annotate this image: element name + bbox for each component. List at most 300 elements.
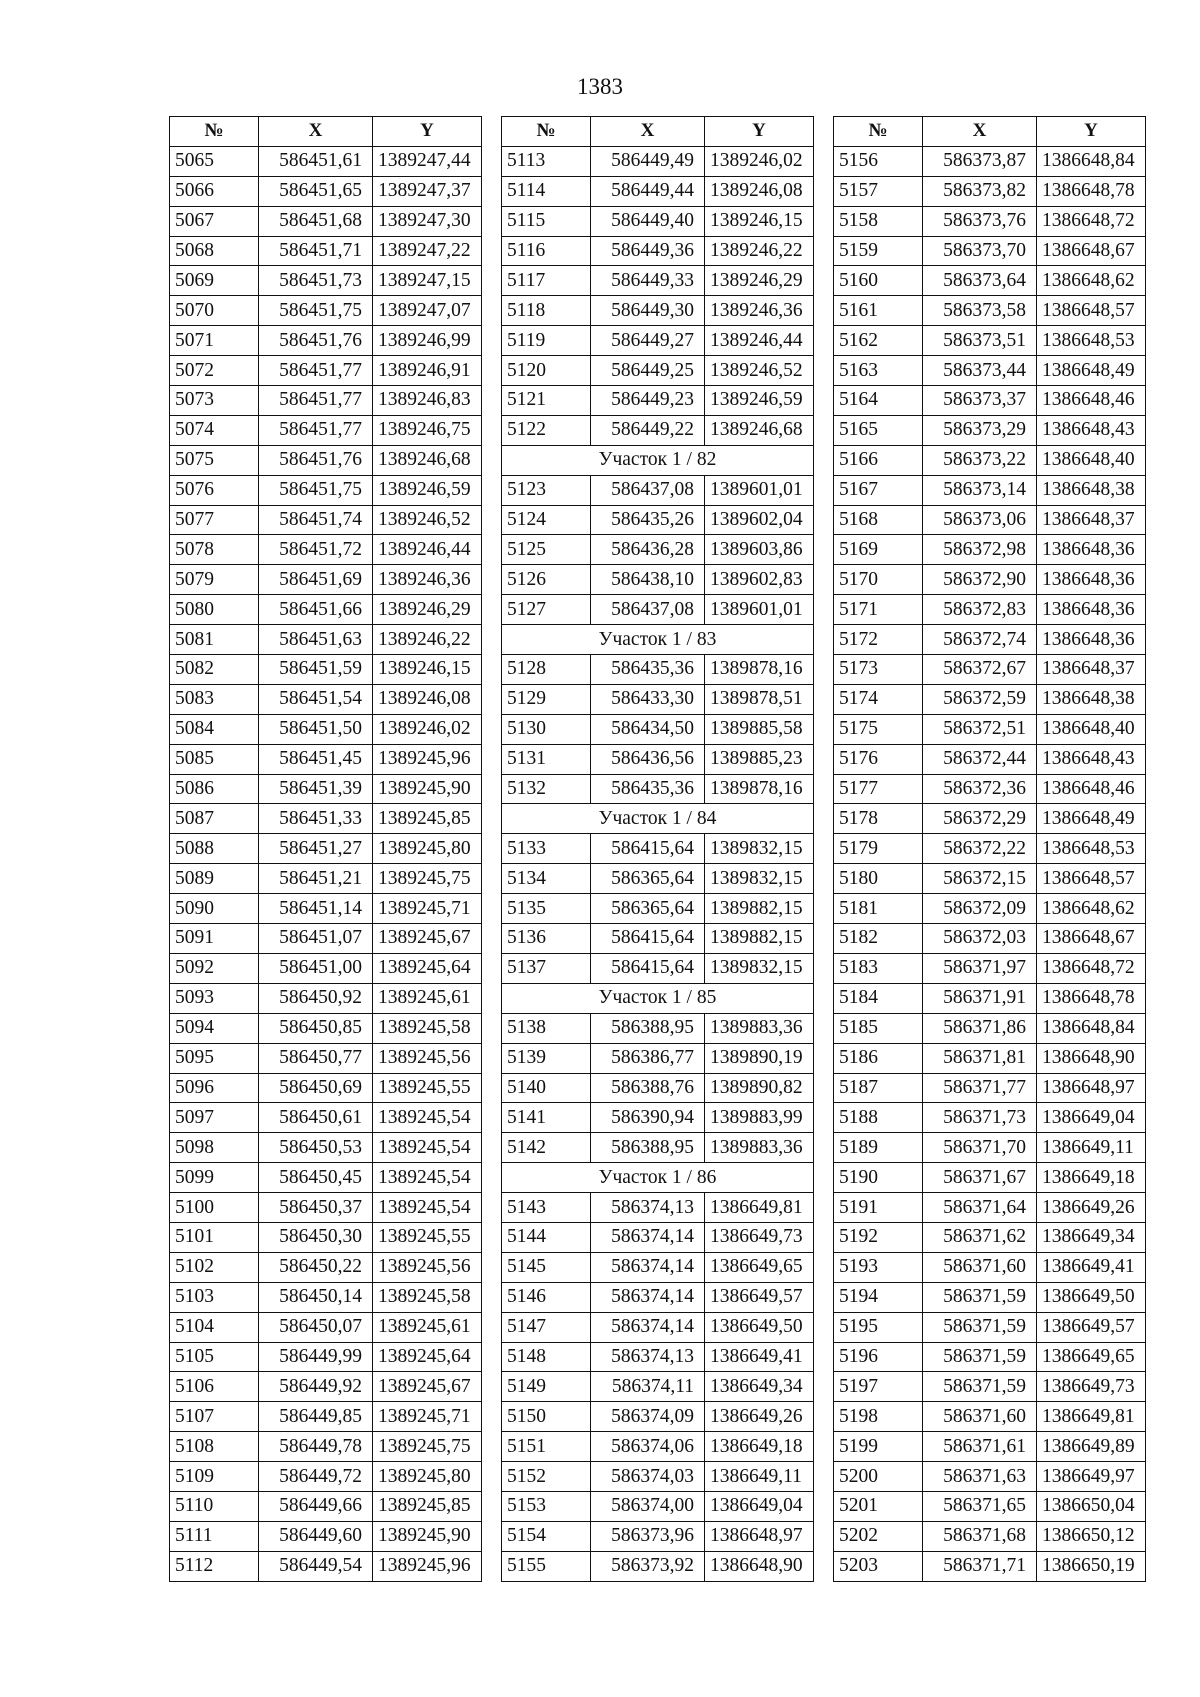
x-coordinate-cell: 586371,59 — [923, 1372, 1037, 1402]
point-number-cell: 5192 — [834, 1222, 923, 1252]
x-coordinate-cell: 586450,45 — [259, 1163, 373, 1193]
point-number-cell: 5198 — [834, 1402, 923, 1432]
x-coordinate-cell: 586390,94 — [591, 1103, 705, 1133]
point-number-cell: 5127 — [502, 595, 591, 625]
x-coordinate-cell: 586451,73 — [259, 266, 373, 296]
point-number-cell: 5144 — [502, 1222, 591, 1252]
header-y: Y — [1037, 117, 1146, 147]
y-coordinate-cell: 1386649,34 — [1037, 1222, 1146, 1252]
point-number-cell: 5065 — [170, 146, 259, 176]
x-coordinate-cell: 586372,90 — [923, 565, 1037, 595]
table-row — [834, 744, 1146, 774]
table-row — [834, 356, 1146, 386]
table-row — [502, 1133, 814, 1163]
x-coordinate-cell: 586374,03 — [591, 1462, 705, 1492]
y-coordinate-cell: 1389245,90 — [373, 774, 482, 804]
point-number-cell: 5114 — [502, 176, 591, 206]
point-number-cell: 5117 — [502, 266, 591, 296]
table-row — [502, 953, 814, 983]
table-row — [502, 206, 814, 236]
y-coordinate-cell: 1386648,97 — [705, 1521, 814, 1551]
y-coordinate-cell: 1386648,78 — [1037, 983, 1146, 1013]
point-number-cell: 5081 — [170, 625, 259, 655]
x-coordinate-cell: 586374,14 — [591, 1222, 705, 1252]
point-number-cell: 5202 — [834, 1521, 923, 1551]
point-number-cell: 5105 — [170, 1342, 259, 1372]
point-number-cell: 5108 — [170, 1432, 259, 1462]
table-row — [834, 864, 1146, 894]
y-coordinate-cell: 1386649,65 — [1037, 1342, 1146, 1372]
point-number-cell: 5134 — [502, 864, 591, 894]
section-row — [502, 804, 814, 834]
y-coordinate-cell: 1389885,23 — [705, 744, 814, 774]
x-coordinate-cell: 586372,22 — [923, 834, 1037, 864]
table-row — [170, 415, 482, 445]
y-coordinate-cell: 1389246,91 — [373, 356, 482, 386]
point-number-cell: 5095 — [170, 1043, 259, 1073]
point-number-cell: 5094 — [170, 1013, 259, 1043]
point-number-cell: 5099 — [170, 1163, 259, 1193]
table-row — [834, 415, 1146, 445]
table-row — [834, 1103, 1146, 1133]
x-coordinate-cell: 586373,82 — [923, 176, 1037, 206]
table-row — [170, 1491, 482, 1521]
x-coordinate-cell: 586449,40 — [591, 206, 705, 236]
x-coordinate-cell: 586449,66 — [259, 1491, 373, 1521]
x-coordinate-cell: 586373,70 — [923, 236, 1037, 266]
point-number-cell: 5088 — [170, 834, 259, 864]
point-number-cell: 5107 — [170, 1402, 259, 1432]
table-row — [834, 655, 1146, 685]
x-coordinate-cell: 586435,26 — [591, 505, 705, 535]
y-coordinate-cell: 1389832,15 — [705, 953, 814, 983]
x-coordinate-cell: 586451,65 — [259, 176, 373, 206]
x-coordinate-cell: 586373,51 — [923, 326, 1037, 356]
x-coordinate-cell: 586372,51 — [923, 714, 1037, 744]
y-coordinate-cell: 1389882,15 — [705, 924, 814, 954]
point-number-cell: 5188 — [834, 1103, 923, 1133]
section-title: Участок 1 / 82 — [502, 445, 814, 475]
table-row — [502, 1073, 814, 1103]
table-row — [834, 1222, 1146, 1252]
y-coordinate-cell: 1389245,58 — [373, 1282, 482, 1312]
x-coordinate-cell: 586451,72 — [259, 535, 373, 565]
point-number-cell: 5149 — [502, 1372, 591, 1402]
table-row — [170, 924, 482, 954]
table-header-row — [502, 117, 814, 147]
table-row — [502, 505, 814, 535]
x-coordinate-cell: 586371,65 — [923, 1491, 1037, 1521]
point-number-cell: 5084 — [170, 714, 259, 744]
point-number-cell: 5177 — [834, 774, 923, 804]
section-row — [502, 1163, 814, 1193]
table-row — [502, 326, 814, 356]
point-number-cell: 5150 — [502, 1402, 591, 1432]
y-coordinate-cell: 1389245,54 — [373, 1103, 482, 1133]
x-coordinate-cell: 586451,45 — [259, 744, 373, 774]
x-coordinate-cell: 586450,14 — [259, 1282, 373, 1312]
y-coordinate-cell: 1389245,96 — [373, 1551, 482, 1581]
y-coordinate-cell: 1389246,29 — [705, 266, 814, 296]
y-coordinate-cell: 1386649,65 — [705, 1252, 814, 1282]
x-coordinate-cell: 586371,81 — [923, 1043, 1037, 1073]
table-row — [170, 565, 482, 595]
point-number-cell: 5137 — [502, 953, 591, 983]
y-coordinate-cell: 1389602,04 — [705, 505, 814, 535]
point-number-cell: 5098 — [170, 1133, 259, 1163]
table-row — [502, 1013, 814, 1043]
x-coordinate-cell: 586449,36 — [591, 236, 705, 266]
point-number-cell: 5120 — [502, 356, 591, 386]
x-coordinate-cell: 586451,75 — [259, 296, 373, 326]
point-number-cell: 5077 — [170, 505, 259, 535]
table-row — [170, 1372, 482, 1402]
table-row — [502, 565, 814, 595]
table-row — [170, 326, 482, 356]
x-coordinate-cell: 586373,29 — [923, 415, 1037, 445]
y-coordinate-cell: 1386649,50 — [1037, 1282, 1146, 1312]
point-number-cell: 5140 — [502, 1073, 591, 1103]
x-coordinate-cell: 586415,64 — [591, 924, 705, 954]
point-number-cell: 5126 — [502, 565, 591, 595]
table-row — [170, 1133, 482, 1163]
point-number-cell: 5203 — [834, 1551, 923, 1581]
table-header-row — [834, 117, 1146, 147]
y-coordinate-cell: 1386649,26 — [705, 1402, 814, 1432]
table-row — [502, 595, 814, 625]
x-coordinate-cell: 586450,07 — [259, 1312, 373, 1342]
table-body — [834, 146, 1146, 1581]
table-row — [502, 924, 814, 954]
table-row — [834, 1432, 1146, 1462]
x-coordinate-cell: 586372,09 — [923, 894, 1037, 924]
y-coordinate-cell: 1389245,67 — [373, 1372, 482, 1402]
y-coordinate-cell: 1386648,43 — [1037, 744, 1146, 774]
table-row — [170, 1252, 482, 1282]
x-coordinate-cell: 586437,08 — [591, 595, 705, 625]
y-coordinate-cell: 1386648,84 — [1037, 1013, 1146, 1043]
table-row — [170, 266, 482, 296]
x-coordinate-cell: 586374,14 — [591, 1282, 705, 1312]
table-row — [170, 1551, 482, 1581]
y-coordinate-cell: 1386648,36 — [1037, 595, 1146, 625]
point-number-cell: 5158 — [834, 206, 923, 236]
table-row — [170, 774, 482, 804]
y-coordinate-cell: 1389246,08 — [373, 684, 482, 714]
y-coordinate-cell: 1389246,68 — [705, 415, 814, 445]
x-coordinate-cell: 586450,30 — [259, 1222, 373, 1252]
table-header-row — [170, 117, 482, 147]
y-coordinate-cell: 1389246,68 — [373, 445, 482, 475]
point-number-cell: 5175 — [834, 714, 923, 744]
y-coordinate-cell: 1386648,67 — [1037, 924, 1146, 954]
y-coordinate-cell: 1386648,43 — [1037, 415, 1146, 445]
y-coordinate-cell: 1389247,15 — [373, 266, 482, 296]
y-coordinate-cell: 1386648,57 — [1037, 864, 1146, 894]
y-coordinate-cell: 1386650,12 — [1037, 1521, 1146, 1551]
y-coordinate-cell: 1389246,52 — [705, 356, 814, 386]
point-number-cell: 5157 — [834, 176, 923, 206]
table-row — [502, 1402, 814, 1432]
point-number-cell: 5136 — [502, 924, 591, 954]
point-number-cell: 5182 — [834, 924, 923, 954]
table-row — [170, 296, 482, 326]
x-coordinate-cell: 586371,62 — [923, 1222, 1037, 1252]
x-coordinate-cell: 586373,14 — [923, 475, 1037, 505]
x-coordinate-cell: 586374,09 — [591, 1402, 705, 1432]
x-coordinate-cell: 586415,64 — [591, 834, 705, 864]
table-row — [170, 1432, 482, 1462]
x-coordinate-cell: 586373,76 — [923, 206, 1037, 236]
y-coordinate-cell: 1389246,75 — [373, 415, 482, 445]
y-coordinate-cell: 1386649,73 — [1037, 1372, 1146, 1402]
y-coordinate-cell: 1389245,71 — [373, 1402, 482, 1432]
point-number-cell: 5133 — [502, 834, 591, 864]
point-number-cell: 5135 — [502, 894, 591, 924]
x-coordinate-cell: 586373,06 — [923, 505, 1037, 535]
table-row — [170, 1103, 482, 1133]
y-coordinate-cell: 1389247,37 — [373, 176, 482, 206]
point-number-cell: 5185 — [834, 1013, 923, 1043]
point-number-cell: 5199 — [834, 1432, 923, 1462]
point-number-cell: 5082 — [170, 655, 259, 685]
header-number: № — [502, 117, 591, 147]
point-number-cell: 5068 — [170, 236, 259, 266]
table-row — [170, 176, 482, 206]
table-row — [834, 924, 1146, 954]
y-coordinate-cell: 1386648,90 — [705, 1551, 814, 1581]
point-number-cell: 5168 — [834, 505, 923, 535]
table-row — [834, 505, 1146, 535]
x-coordinate-cell: 586451,66 — [259, 595, 373, 625]
table-row — [834, 535, 1146, 565]
point-number-cell: 5197 — [834, 1372, 923, 1402]
y-coordinate-cell: 1389245,61 — [373, 983, 482, 1013]
x-coordinate-cell: 586449,22 — [591, 415, 705, 445]
coordinates-table-2 — [501, 116, 814, 1582]
y-coordinate-cell: 1386649,41 — [705, 1342, 814, 1372]
x-coordinate-cell: 586449,23 — [591, 386, 705, 416]
x-coordinate-cell: 586373,58 — [923, 296, 1037, 326]
table-row — [834, 684, 1146, 714]
x-coordinate-cell: 586371,64 — [923, 1193, 1037, 1223]
table-row — [834, 236, 1146, 266]
y-coordinate-cell: 1389246,15 — [373, 655, 482, 685]
point-number-cell: 5189 — [834, 1133, 923, 1163]
x-coordinate-cell: 586449,85 — [259, 1402, 373, 1432]
y-coordinate-cell: 1389246,15 — [705, 206, 814, 236]
x-coordinate-cell: 586451,33 — [259, 804, 373, 834]
x-coordinate-cell: 586451,76 — [259, 326, 373, 356]
point-number-cell: 5161 — [834, 296, 923, 326]
table-row — [834, 804, 1146, 834]
x-coordinate-cell: 586450,61 — [259, 1103, 373, 1133]
table-row — [834, 1252, 1146, 1282]
y-coordinate-cell: 1386648,49 — [1037, 356, 1146, 386]
point-number-cell: 5181 — [834, 894, 923, 924]
y-coordinate-cell: 1389245,85 — [373, 804, 482, 834]
y-coordinate-cell: 1389878,16 — [705, 774, 814, 804]
y-coordinate-cell: 1386648,37 — [1037, 655, 1146, 685]
y-coordinate-cell: 1386648,62 — [1037, 266, 1146, 296]
table-row — [170, 1073, 482, 1103]
coordinates-table-3 — [833, 116, 1146, 1582]
point-number-cell: 5074 — [170, 415, 259, 445]
y-coordinate-cell: 1389245,61 — [373, 1312, 482, 1342]
y-coordinate-cell: 1386649,73 — [705, 1222, 814, 1252]
point-number-cell: 5102 — [170, 1252, 259, 1282]
table-row — [502, 834, 814, 864]
point-number-cell: 5170 — [834, 565, 923, 595]
x-coordinate-cell: 586434,50 — [591, 714, 705, 744]
table-row — [502, 415, 814, 445]
x-coordinate-cell: 586451,77 — [259, 386, 373, 416]
table-row — [834, 1312, 1146, 1342]
point-number-cell: 5073 — [170, 386, 259, 416]
table-row — [170, 206, 482, 236]
x-coordinate-cell: 586372,29 — [923, 804, 1037, 834]
table-row — [502, 1252, 814, 1282]
table-row — [170, 1013, 482, 1043]
y-coordinate-cell: 1386649,89 — [1037, 1432, 1146, 1462]
y-coordinate-cell: 1389885,58 — [705, 714, 814, 744]
x-coordinate-cell: 586372,44 — [923, 744, 1037, 774]
point-number-cell: 5070 — [170, 296, 259, 326]
table-row — [834, 1342, 1146, 1372]
y-coordinate-cell: 1389832,15 — [705, 834, 814, 864]
x-coordinate-cell: 586373,92 — [591, 1551, 705, 1581]
point-number-cell: 5113 — [502, 146, 591, 176]
table-row — [502, 774, 814, 804]
point-number-cell: 5160 — [834, 266, 923, 296]
point-number-cell: 5066 — [170, 176, 259, 206]
point-number-cell: 5092 — [170, 953, 259, 983]
y-coordinate-cell: 1389247,22 — [373, 236, 482, 266]
point-number-cell: 5186 — [834, 1043, 923, 1073]
table-row — [170, 864, 482, 894]
point-number-cell: 5173 — [834, 655, 923, 685]
table-row — [834, 1013, 1146, 1043]
y-coordinate-cell: 1386648,46 — [1037, 774, 1146, 804]
point-number-cell: 5174 — [834, 684, 923, 714]
table-row — [834, 326, 1146, 356]
y-coordinate-cell: 1389246,08 — [705, 176, 814, 206]
y-coordinate-cell: 1389246,36 — [705, 296, 814, 326]
point-number-cell: 5093 — [170, 983, 259, 1013]
y-coordinate-cell: 1389878,51 — [705, 684, 814, 714]
y-coordinate-cell: 1389246,59 — [705, 386, 814, 416]
x-coordinate-cell: 586373,22 — [923, 445, 1037, 475]
y-coordinate-cell: 1389245,54 — [373, 1163, 482, 1193]
table-row — [502, 744, 814, 774]
point-number-cell: 5116 — [502, 236, 591, 266]
table-row — [502, 684, 814, 714]
header-x: X — [259, 117, 373, 147]
table-row — [170, 1342, 482, 1372]
x-coordinate-cell: 586451,07 — [259, 924, 373, 954]
point-number-cell: 5178 — [834, 804, 923, 834]
x-coordinate-cell: 586388,76 — [591, 1073, 705, 1103]
y-coordinate-cell: 1386648,36 — [1037, 625, 1146, 655]
x-coordinate-cell: 586372,67 — [923, 655, 1037, 685]
point-number-cell: 5129 — [502, 684, 591, 714]
table-row — [170, 834, 482, 864]
point-number-cell: 5190 — [834, 1163, 923, 1193]
x-coordinate-cell: 586451,61 — [259, 146, 373, 176]
point-number-cell: 5075 — [170, 445, 259, 475]
x-coordinate-cell: 586374,13 — [591, 1342, 705, 1372]
table-row — [834, 1043, 1146, 1073]
point-number-cell: 5162 — [834, 326, 923, 356]
x-coordinate-cell: 586449,30 — [591, 296, 705, 326]
point-number-cell: 5125 — [502, 535, 591, 565]
table-row — [834, 1163, 1146, 1193]
table-row — [170, 625, 482, 655]
y-coordinate-cell: 1389245,85 — [373, 1491, 482, 1521]
y-coordinate-cell: 1389890,19 — [705, 1043, 814, 1073]
table-row — [170, 146, 482, 176]
x-coordinate-cell: 586450,85 — [259, 1013, 373, 1043]
x-coordinate-cell: 586435,36 — [591, 655, 705, 685]
table-row — [834, 1551, 1146, 1581]
point-number-cell: 5159 — [834, 236, 923, 266]
y-coordinate-cell: 1386649,34 — [705, 1372, 814, 1402]
point-number-cell: 5067 — [170, 206, 259, 236]
y-coordinate-cell: 1389245,75 — [373, 864, 482, 894]
y-coordinate-cell: 1386648,40 — [1037, 714, 1146, 744]
point-number-cell: 5121 — [502, 386, 591, 416]
x-coordinate-cell: 586451,75 — [259, 475, 373, 505]
y-coordinate-cell: 1389246,36 — [373, 565, 482, 595]
table-row — [834, 595, 1146, 625]
y-coordinate-cell: 1386648,90 — [1037, 1043, 1146, 1073]
table-row — [834, 1491, 1146, 1521]
point-number-cell: 5156 — [834, 146, 923, 176]
point-number-cell: 5147 — [502, 1312, 591, 1342]
x-coordinate-cell: 586451,21 — [259, 864, 373, 894]
y-coordinate-cell: 1386648,38 — [1037, 684, 1146, 714]
y-coordinate-cell: 1386648,97 — [1037, 1073, 1146, 1103]
y-coordinate-cell: 1386650,19 — [1037, 1551, 1146, 1581]
point-number-cell: 5165 — [834, 415, 923, 445]
point-number-cell: 5180 — [834, 864, 923, 894]
point-number-cell: 5089 — [170, 864, 259, 894]
table-row — [834, 1402, 1146, 1432]
y-coordinate-cell: 1389245,71 — [373, 894, 482, 924]
header-y: Y — [373, 117, 482, 147]
x-coordinate-cell: 586450,92 — [259, 983, 373, 1013]
x-coordinate-cell: 586449,27 — [591, 326, 705, 356]
table-row — [502, 146, 814, 176]
point-number-cell: 5080 — [170, 595, 259, 625]
y-coordinate-cell: 1389245,54 — [373, 1193, 482, 1223]
point-number-cell: 5194 — [834, 1282, 923, 1312]
x-coordinate-cell: 586388,95 — [591, 1013, 705, 1043]
x-coordinate-cell: 586371,59 — [923, 1312, 1037, 1342]
point-number-cell: 5101 — [170, 1222, 259, 1252]
table-row — [834, 834, 1146, 864]
y-coordinate-cell: 1386649,18 — [705, 1432, 814, 1462]
x-coordinate-cell: 586386,77 — [591, 1043, 705, 1073]
table-row — [170, 535, 482, 565]
point-number-cell: 5118 — [502, 296, 591, 326]
point-number-cell: 5106 — [170, 1372, 259, 1402]
table-row — [502, 655, 814, 685]
point-number-cell: 5191 — [834, 1193, 923, 1223]
x-coordinate-cell: 586374,14 — [591, 1252, 705, 1282]
y-coordinate-cell: 1389246,44 — [705, 326, 814, 356]
point-number-cell: 5072 — [170, 356, 259, 386]
